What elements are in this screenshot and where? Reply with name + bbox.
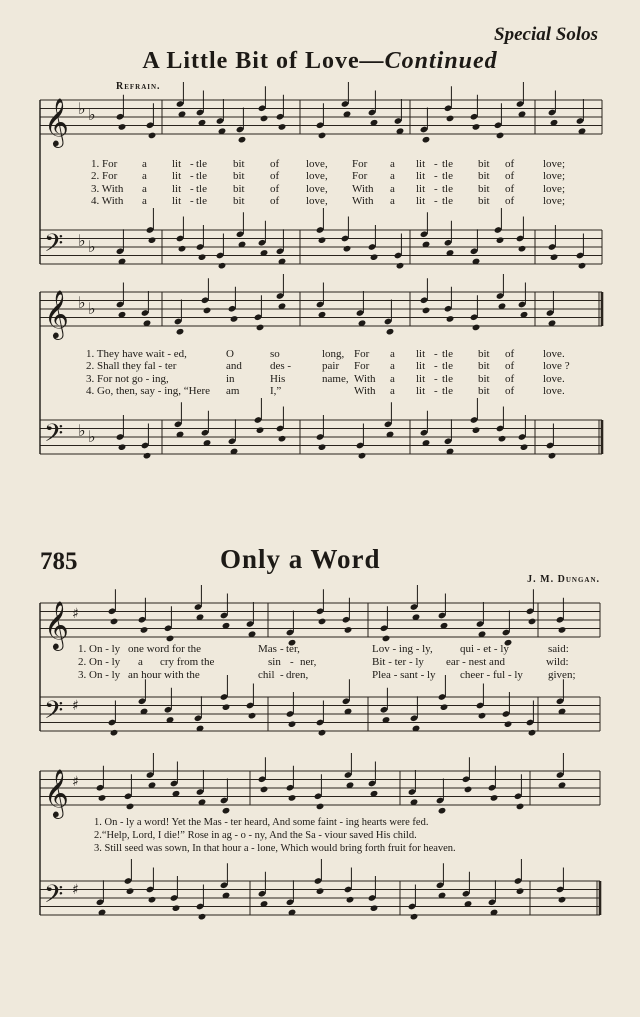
lyric-syllable: tle (196, 158, 207, 170)
composer: J. M. Dungan. (527, 574, 600, 585)
lyric-syllable: 4. Go, then, say - ing, “Here (86, 384, 211, 397)
svg-text:𝄞: 𝄞 (44, 768, 69, 817)
lyric-syllable: of (505, 170, 515, 183)
lyric-syllable: given; (548, 668, 576, 681)
lyric-syllable: of (505, 372, 515, 385)
lyric-syllable: a (390, 182, 395, 195)
lyric-syllable: love; (543, 170, 565, 183)
svg-text:𝄞: 𝄞 (44, 289, 69, 338)
lyric-syllable: of (505, 360, 515, 373)
lyric-syllable: lit (416, 360, 426, 373)
hymn-number: 785 (40, 548, 78, 575)
lyric-syllable: lit (416, 194, 426, 207)
top-system2-lyrics (0, 348, 640, 400)
lyric-syllable: and (226, 360, 242, 373)
lyric-syllable: love; (543, 182, 565, 195)
lyric-syllable: lit (172, 158, 182, 170)
lyric-syllable: lit (172, 194, 182, 207)
lyric-syllable: so (270, 348, 280, 360)
lyric-syllable: dren, (286, 668, 309, 681)
svg-text:♯: ♯ (72, 882, 79, 898)
lyric-syllable: am (226, 384, 240, 397)
lyric-syllable: love, (306, 182, 328, 195)
hymn-title-2: Only a Word (220, 544, 381, 574)
lyric-syllable: of (505, 384, 515, 397)
lyric-syllable: bit (478, 170, 490, 183)
lyric-syllable: sin (268, 655, 281, 668)
lyric-syllable: - (434, 372, 438, 385)
lyric-syllable: love; (543, 158, 565, 170)
lyric-syllable: tle (442, 384, 453, 397)
lyric-syllable: I,” (270, 384, 282, 397)
lyric-syllable: of (270, 158, 280, 170)
refrain-label: Refrain. (116, 81, 161, 92)
lyric-syllable: tle (196, 170, 207, 183)
lyric-syllable: wild: (546, 655, 569, 668)
lyric-syllable: name, (322, 372, 349, 385)
lyric-syllable: bit (233, 158, 245, 170)
lyric-syllable: said: (548, 643, 569, 655)
verse-line: 2.“Help, Lord, I die!” Rose in ag - o - ny, And the Sa - viour saved His child. (94, 830, 417, 841)
lyric-syllable: cheer - ful - ly (460, 668, 523, 681)
lyric-syllable: With (354, 372, 376, 385)
lyric-syllable: love ? (543, 360, 570, 373)
svg-text:𝄞: 𝄞 (44, 97, 69, 146)
lyric-syllable: - (190, 182, 194, 195)
lyric-syllable: a (142, 170, 147, 183)
lyric-syllable: lit (172, 182, 182, 195)
lyric-syllable: qui - et - ly (460, 643, 509, 655)
lyric-syllable: With (352, 194, 374, 207)
lyric-syllable: an hour with the (128, 668, 200, 681)
lyric-syllable: love; (543, 194, 565, 207)
lyric-syllable: a (390, 194, 395, 207)
lyric-syllable: 2. Shall they fal - ter (86, 360, 177, 373)
lyric-syllable: love. (543, 384, 565, 397)
lyric-syllable: 2. On - ly (78, 655, 121, 668)
lyric-syllable: bit (233, 194, 245, 207)
lyric-syllable: lit (416, 170, 426, 183)
lyric-syllable: O (226, 348, 234, 360)
lyric-syllable: bit (478, 372, 490, 385)
lyric-syllable: one word for the (128, 643, 202, 655)
lyric-syllable: a (390, 170, 395, 183)
lyric-syllable: - (434, 384, 438, 397)
svg-text:♯: ♯ (72, 698, 79, 714)
lyric-syllable: - (190, 158, 194, 170)
lyric-syllable: lit (416, 384, 426, 397)
lyric-syllable: Bit - ter - ly (372, 655, 424, 668)
lyric-syllable: a (142, 158, 147, 170)
lyric-syllable: bit (478, 348, 490, 360)
lyric-syllable: - (434, 194, 438, 207)
lyric-syllable: bit (478, 384, 490, 397)
lyric-syllable: a (390, 158, 395, 170)
lyric-syllable: 3. With (91, 182, 124, 195)
svg-text:𝄢: 𝄢 (44, 696, 64, 731)
lyric-syllable: bit (478, 182, 490, 195)
lyric-syllable: tle (442, 182, 453, 195)
lyric-syllable: ter, (286, 643, 300, 655)
hymn-title: A Little Bit of Love (142, 48, 360, 74)
lyric-syllable: - (280, 643, 284, 655)
lyric-syllable: bit (233, 182, 245, 195)
lyric-syllable: - (280, 668, 284, 681)
svg-text:𝄢: 𝄢 (44, 419, 64, 454)
lyric-syllable: a (138, 655, 143, 668)
verse-line: 1. On - ly a word! Yet the Mas - ter heard, And some faint - ing hearts were fed. (94, 817, 429, 828)
lyric-syllable: a (390, 372, 395, 385)
lyric-syllable: lit (172, 170, 182, 183)
lyric-syllable: tle (442, 372, 453, 385)
lyric-syllable: love. (543, 372, 565, 385)
svg-text:♯: ♯ (72, 606, 79, 622)
lyric-syllable: lit (416, 182, 426, 195)
lyric-syllable: - (190, 170, 194, 183)
lyric-syllable: in (226, 372, 235, 385)
lyric-syllable: With (354, 384, 376, 397)
lyric-syllable: bit (478, 158, 490, 170)
lyric-syllable: For (352, 158, 368, 170)
lyric-syllable: of (270, 170, 280, 183)
lyric-syllable: of (270, 194, 280, 207)
lyric-syllable: - (190, 194, 194, 207)
lyric-syllable: love, (306, 158, 328, 170)
svg-text:♭: ♭ (78, 231, 86, 250)
lyric-syllable: a (142, 182, 147, 195)
lyric-syllable: His (270, 372, 286, 385)
svg-text:𝄢: 𝄢 (44, 229, 64, 264)
lyric-syllable: - (434, 182, 438, 195)
lyric-syllable: For (352, 170, 368, 183)
svg-text:♭: ♭ (88, 427, 96, 446)
lyric-syllable: a (390, 384, 395, 397)
lyric-syllable: ear - nest and (446, 655, 505, 668)
lyric-syllable: cry from the (160, 655, 215, 668)
lyric-syllable: tle (196, 194, 207, 207)
lyric-syllable: pair (322, 360, 340, 373)
lyric-syllable: 2. For (91, 170, 118, 183)
lyric-syllable: Plea - sant - ly (372, 668, 436, 681)
lyric-syllable: des - (270, 360, 292, 373)
section-header: Special Solos (494, 24, 598, 45)
svg-text:♭: ♭ (78, 99, 86, 118)
lyric-syllable: a (390, 348, 395, 360)
lyric-syllable: - (290, 655, 294, 668)
bottom-system1-lyrics (0, 643, 640, 683)
lyric-syllable: love. (543, 348, 565, 360)
lyric-syllable: love, (306, 194, 328, 207)
lyric-syllable: Lov - ing - ly, (372, 643, 433, 655)
lyric-syllable: bit (478, 194, 490, 207)
lyric-syllable: - (434, 348, 438, 360)
lyric-syllable: - (434, 360, 438, 373)
lyric-syllable: Mas (258, 643, 277, 655)
lyric-syllable: of (505, 348, 515, 360)
lyric-syllable: a (390, 360, 395, 373)
svg-text:♭: ♭ (88, 237, 96, 256)
title-suffix: —Continued (359, 48, 498, 74)
svg-text:♭: ♭ (88, 299, 96, 318)
lyric-syllable: of (505, 182, 515, 195)
lyric-syllable: - (434, 170, 438, 183)
lyric-syllable: 1. For (91, 158, 118, 170)
svg-text:♭: ♭ (88, 105, 96, 124)
lyric-syllable: a (142, 194, 147, 207)
lyric-syllable: bit (478, 360, 490, 373)
lyric-syllable: 4. With (91, 194, 124, 207)
svg-text:♯: ♯ (72, 774, 79, 790)
lyric-syllable: - (434, 158, 438, 170)
lyric-syllable: For (354, 360, 370, 373)
lyric-syllable: tle (442, 170, 453, 183)
bottom-system2-lyrics (94, 817, 614, 857)
lyric-syllable: tle (442, 194, 453, 207)
lyric-syllable: of (505, 158, 515, 170)
svg-text:♭: ♭ (78, 421, 86, 440)
lyric-syllable: 3. For not go - ing, (86, 372, 169, 385)
verse-line: 3. Still seed was sown, In that hour a - lone, Which would bring forth fruit for heaven. (94, 843, 456, 854)
lyric-syllable: lit (416, 372, 426, 385)
lyric-syllable: long, (322, 348, 345, 360)
lyric-syllable: 1. On - ly (78, 643, 121, 655)
lyric-syllable: tle (196, 182, 207, 195)
lyric-syllable: of (505, 194, 515, 207)
top-system1-lyrics (0, 158, 640, 210)
lyric-syllable: With (352, 182, 374, 195)
svg-text:♭: ♭ (78, 293, 86, 312)
lyric-syllable: tle (442, 360, 453, 373)
lyric-syllable: 3. On - ly (78, 668, 121, 681)
svg-text:𝄞: 𝄞 (44, 600, 69, 649)
lyric-syllable: bit (233, 170, 245, 183)
lyric-syllable: lit (416, 348, 426, 360)
lyric-syllable: of (270, 182, 280, 195)
lyric-syllable: chil (258, 668, 275, 681)
lyric-syllable: lit (416, 158, 426, 170)
svg-text:𝄢: 𝄢 (44, 880, 64, 915)
lyric-syllable: tle (442, 158, 453, 170)
lyric-syllable: love, (306, 170, 328, 183)
lyric-syllable: 1. They have wait - ed, (86, 348, 187, 360)
lyric-syllable: tle (442, 348, 453, 360)
lyric-syllable: For (354, 348, 370, 360)
lyric-syllable: ner, (300, 655, 317, 668)
